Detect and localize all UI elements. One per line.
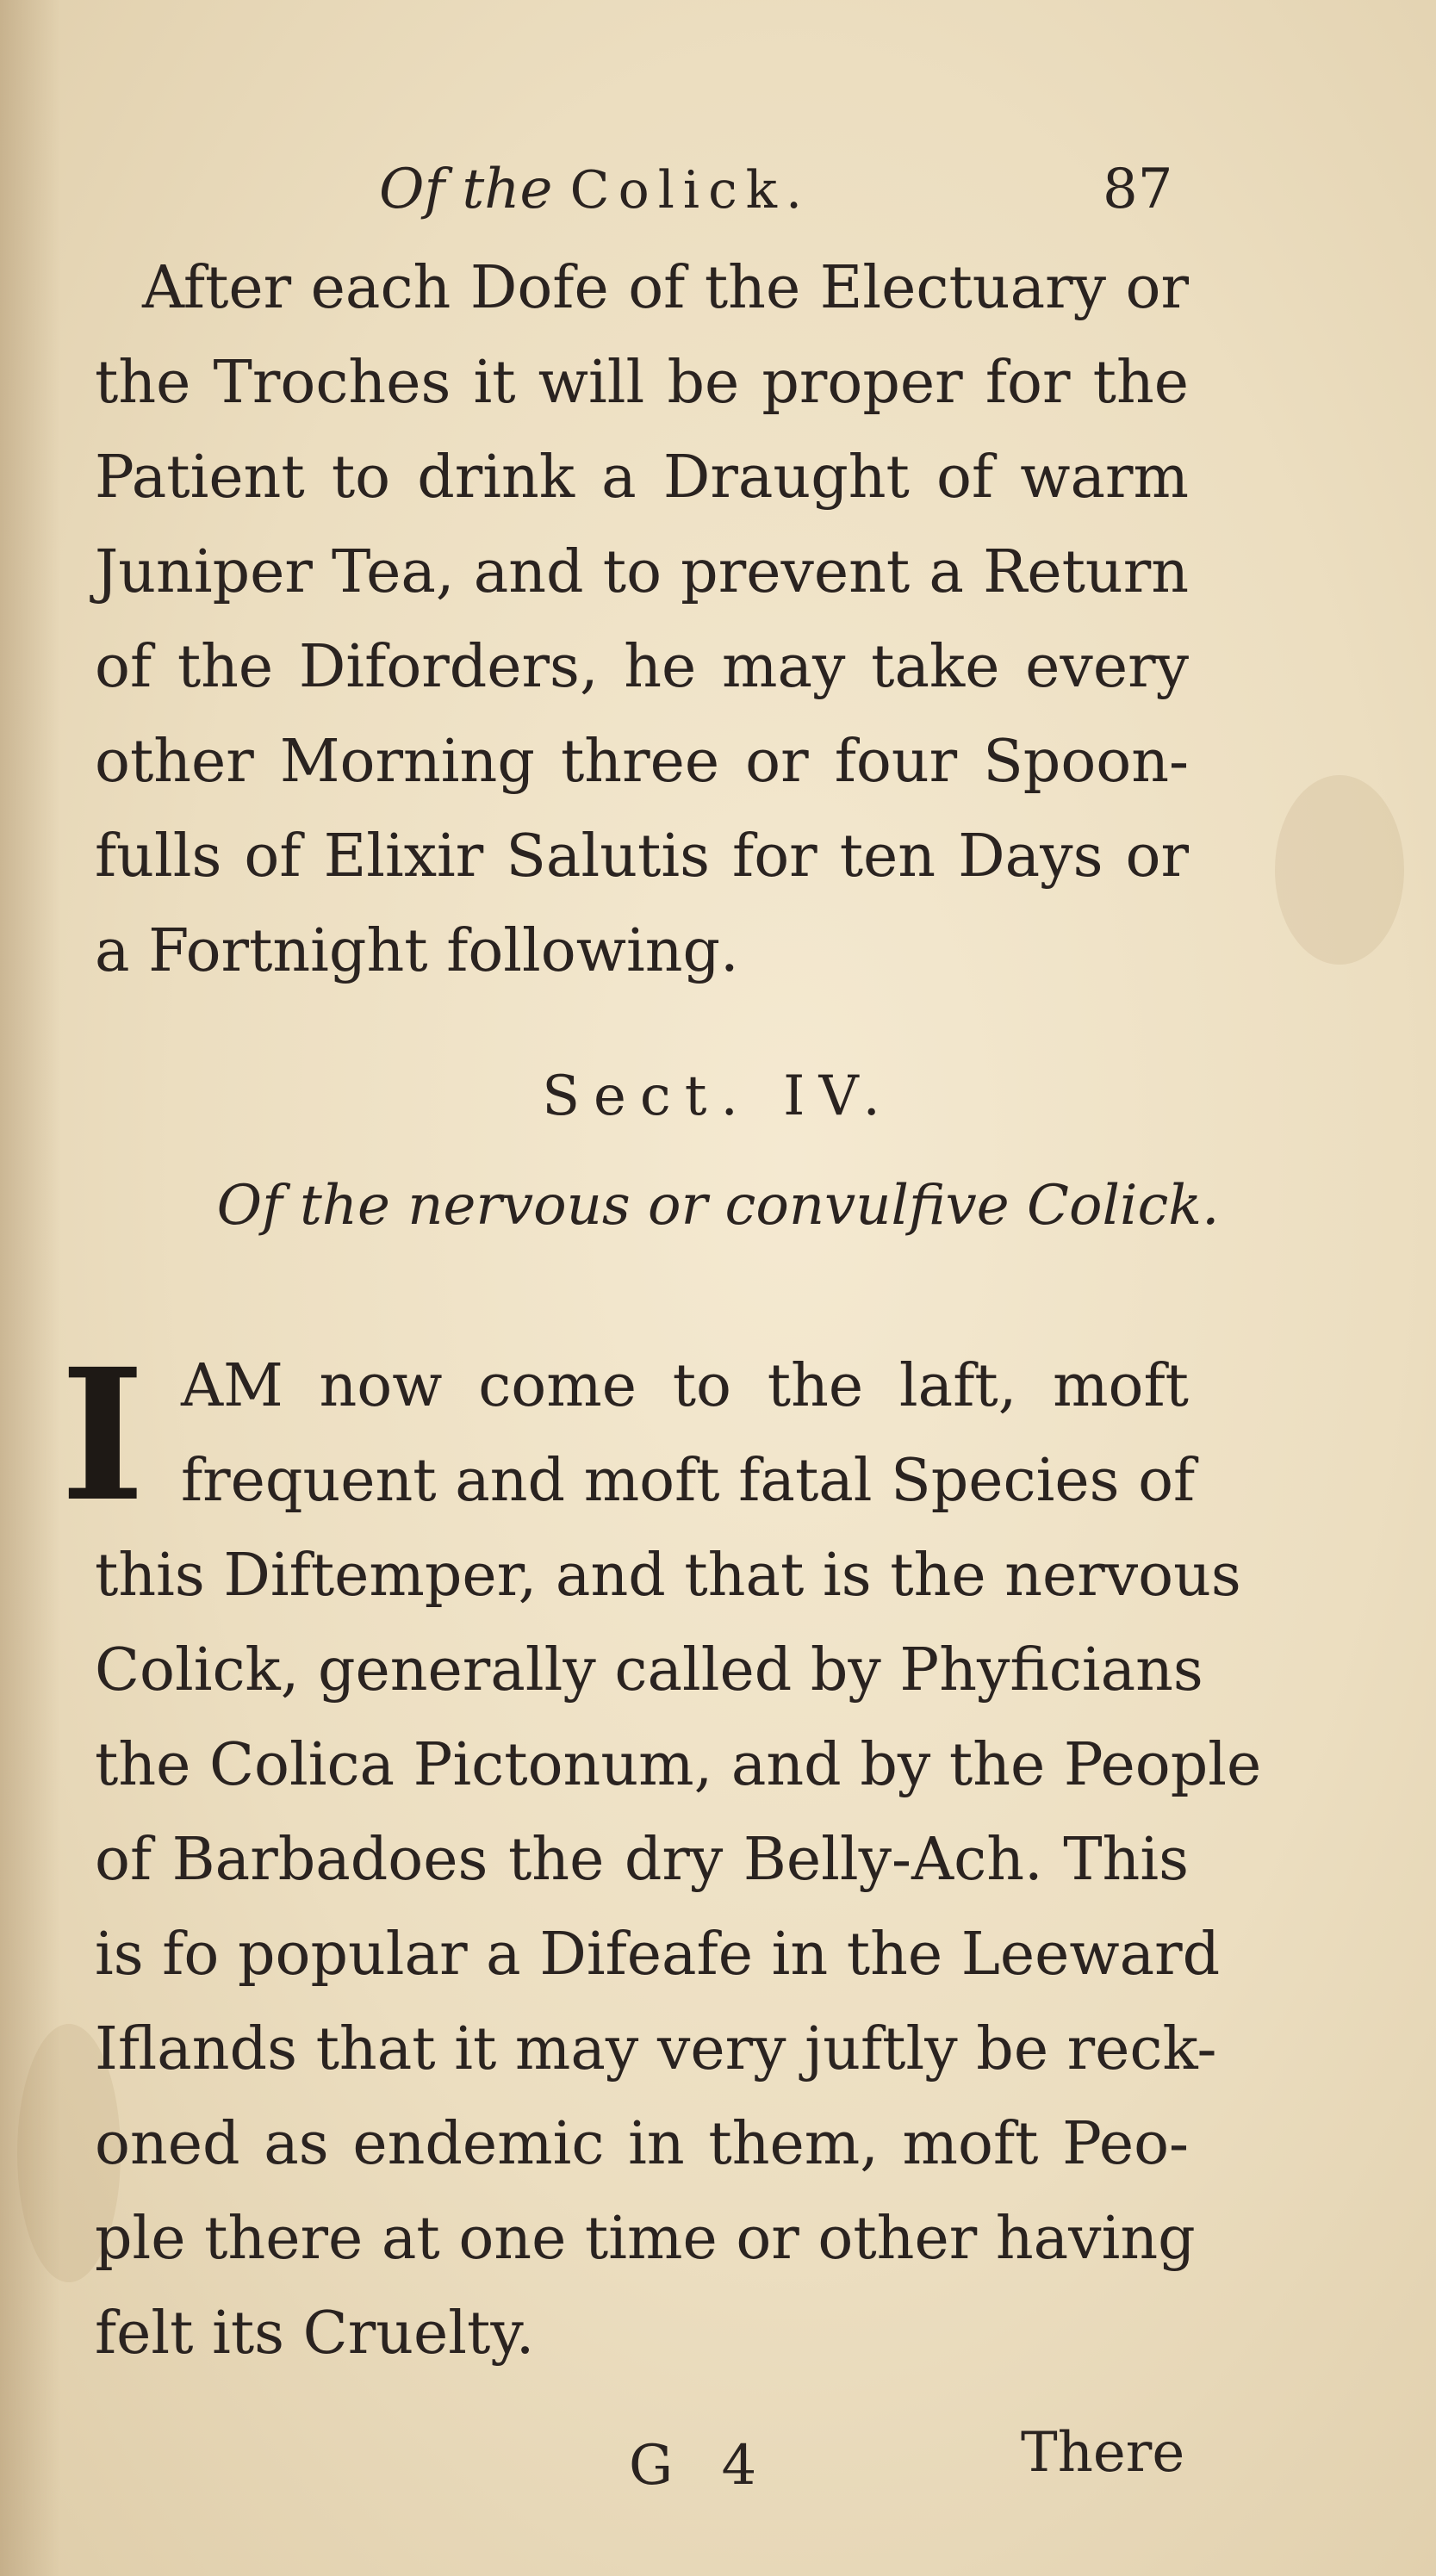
text-line: the Colica Pictonum, and by the People [95,1731,1262,1799]
text-line: oned as endemic in them, moft Peo- [95,2110,1189,2178]
text-line: frequent and moft fatal Species of [181,1447,1196,1515]
running-head-title: Colick. [569,160,811,220]
text-line: the Troches it will be proper for the [95,349,1189,417]
signature-mark: G 4 [629,2434,773,2498]
text-line: Juniper Tea, and to prevent a Return [95,538,1189,606]
catchword: There [1021,2421,1185,2485]
text-line: is fo popular a Difeafe in the Leeward [95,1921,1221,1989]
text-line: Colick, generally called by Phyficians [95,1636,1203,1704]
page-number: 87 [1103,158,1173,221]
text-line: other Morning three or four Spoon- [95,728,1189,796]
text-line: Iflands that it may very juftly be reck- [95,2015,1217,2083]
text-line: this Diftemper, and that is the nervous [95,1542,1241,1610]
text-line: felt its Cruelty. [95,2300,535,2368]
text-line: a Fortnight following. [95,917,739,985]
text-line: After each Dofe of the Electuary or [142,254,1189,322]
text-line: Patient to drink a Draught of warm [95,444,1189,512]
text-line: AM now come to the laft, moft [181,1352,1189,1420]
text-line: fulls of Elixir Salutis for ten Days or [95,822,1189,891]
section-title: Of the nervous or convulfive Colick. [216,1174,1220,1238]
text-line: of Barbadoes the dry Belly-Ach. This [95,1826,1189,1894]
drop-cap: I [60,1329,146,1542]
text-line: ple there at one time or other having [95,2205,1196,2273]
running-head-prefix: Of the [379,158,553,221]
text-line: of the Diforders, he may take every [95,633,1189,701]
section-heading: Sect. IV. [542,1065,894,1128]
running-head [379,151,811,229]
